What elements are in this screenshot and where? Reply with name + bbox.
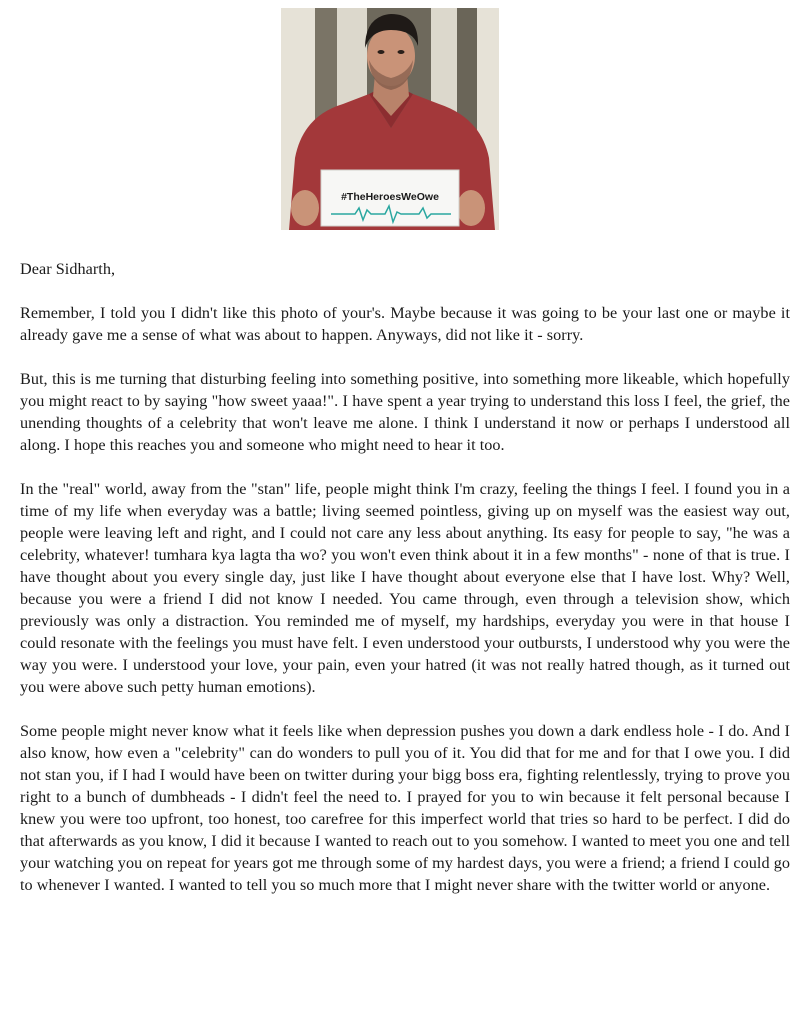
letter-paragraph-3: In the "real" world, away from the "stan" life, people might think I'm crazy, feeling the things I feel. I found you in a time of my life when everyday was a battle; living seemed pointless, giving up on myself was the easiest way out, people were leaving left and right, and I could not care any less about anything. Its easy for people to say, "he was a celebrity, whatever! tumhara kya lagta tha wo? you won't even think about it in a few months" - none of that is true. I have thought about you every single day, just like I have thought about everyone else that I have lost. Why? Well, because you were a friend I did not know I needed. You came through, even through a television show, which previously was only a distraction. You reminded me of myself, my hardships, everyday you were in that house I could resonate with the feelings you must have felt. I even understood your outbursts, I understood why you were the way you were. I understood your love, your pain, even your hatred (it was not really hatred though, as it turned out you were above such petty human emotions).: [20, 480, 790, 696]
letter-salutation: Dear Sidharth,: [20, 260, 116, 278]
portrait-illustration: [281, 8, 499, 230]
letter-paragraph-1: Remember, I told you I didn't like this photo of your's. Maybe because it was going to be your last one or maybe it already gave me a sense of what was about to happen. Anyways, did not like it - sorry.: [20, 304, 790, 344]
portrait-photo: [281, 8, 499, 230]
letter-paragraph-2: But, this is me turning that disturbing feeling into something positive, into something more likeable, which hopefully you might react to by saying "how sweet yaaa!". I have spent a year trying to understand this loss I feel, the grief, the unending thoughts of a celebrity that won't leave me alone. I think I understand it now or perhaps I understood all along. I hope this reaches you and someone who might need to hear it too.: [20, 370, 790, 454]
letter-paragraph-4: Some people might never know what it feels like when depression pushes you down a dark endless hole - I do. And I also know, how even a "celebrity" can do wonders to pull you of it. You did that for me and for that I owe you. I did not stan you, if I had I would have been on twitter during your bigg boss era, fighting relentlessly, trying to prove you right to a bunch of dumbheads - I didn't feel the need to. I prayed for you to win because it felt personal because I knew you were too upfront, too honest, too carefree for this imperfect world that tries so hard to be perfect. I did do that afterwards as you know, I did it because I wanted to reach out to you somehow. I wanted to meet you one and tell your watching you on repeat for years got me through some of my hardest days, you were a friend; a friend I could go to whenever I wanted. I wanted to tell you so much more that I might never share with the twitter world or anyone.: [20, 722, 790, 894]
letter-body: [20, 258, 790, 918]
sign-text: #TheHeroesWeOwe: [341, 191, 439, 203]
